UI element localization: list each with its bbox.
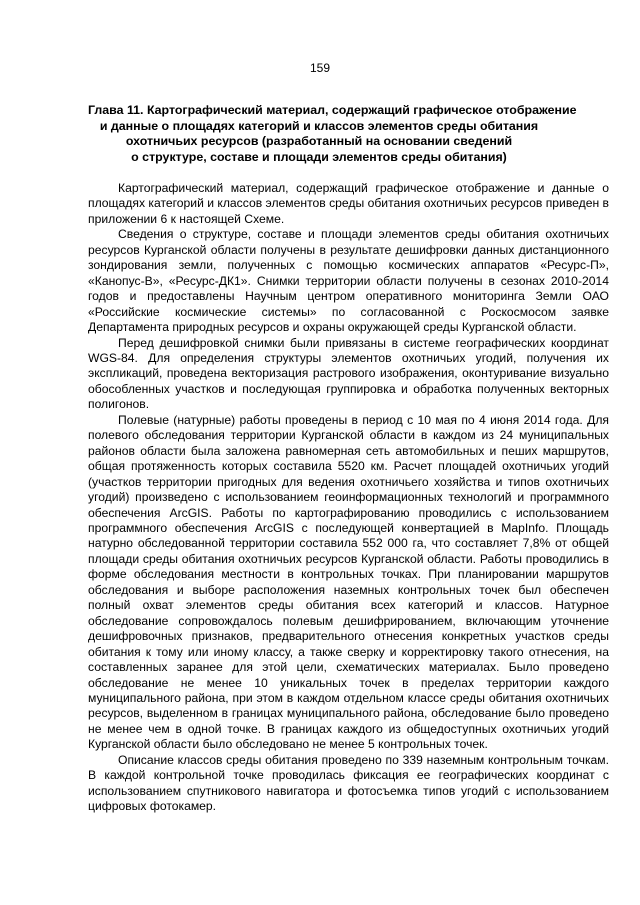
- paragraph: Полевые (натурные) работы проведены в период с 10 мая по 4 июня 2014 года. Для полевого обследования территории Курганской области в каждом из 24 муниципальных районов области была заложена равномерная сеть автомобильных и пеших маршрутов, общая протяженность которых составила 5520 км. Расчет площадей охотничьих угодий (участков территории пригодных для ведения охотничьего хозяйства и типов охотничьих угодий) произведено с использованием геоинформационных технологий и программного обеспечения ArcGIS. Работы по картографированию проводились с использованием программного обеспечения ArcGIS с последующей конвертацией в MapInfo. Площадь натурно обследованной территории составила 552 000 га, что составляет 7,8% от общей площади среды обитания охотничьих ресурсов Курганской области. Работы проводились в форме обследования местности в контрольных точках. При планировании маршрутов обследования и выборе расположения наземных контрольных точек был обеспечен полный охват элементов среды обитания всех категорий и классов. Натурное обследование сопровождалось полевым дешифрированием, включающим уточнение дешифровочных признаков, предварительного отнесения конкретных участков среды обитания к тому или иному классу, а также сверку и корректировку такого отнесения, на составленных заранее для этой цели, схематических материалах. Было проведено обследование не менее 10 уникальных точек в пределах территории каждого муниципального района, при этом в каждом отдельном классе среды обитания охотничьих ресурсов, выделенном в границах муниципального района, обследование было проведено не менее чем в одной точке. В границах каждого из общедоступных охотничьих угодий Курганской области было обследовано не менее 5 контрольных точек.: [88, 412, 609, 752]
- page-number: 159: [309, 61, 331, 75]
- paragraph: Сведения о структуре, составе и площади элементов среды обитания охотничьих ресурсов Курганской области получены в результате дешифровки данных дистанционного зондирования земли, полученных с помощью космических аппаратов «Ресурс-П», «Канопус-В», «Ресурс-ДК1». Снимки территории области получены в сезонах 2010-2014 годов и предоставлены Научным центром оперативного мониторинга Земли ОАО «Российские космические системы» по согласованной с Роскосмосом заявке Департамента природных ресурсов и охраны окружающей среды Курганской области.: [88, 227, 609, 335]
- paragraph: Перед дешифровкой снимки были привязаны в системе географических координат WGS-84. Для определения структуры элементов охотничьих угодий, получения их экспликаций, проведена векторизация растрового изображения, оконтуривание визуально обособленных участков и последующая группировка и обработка полученных векторных полигонов.: [88, 335, 609, 412]
- chapter-heading: [88, 103, 577, 165]
- body-text: [88, 181, 609, 815]
- chapter-heading-line-4: о структуре, составе и площади элементов среды обитания): [131, 149, 507, 164]
- paragraph: Картографический материал, содержащий графическое отображение и данные о площадях категорий и классов элементов среды обитания охотничьих ресурсов приведен в приложении 6 к настоящей Схеме.: [88, 181, 609, 226]
- chapter-heading-line-1: Глава 11. Картографический материал, содержащий графическое отображение: [88, 103, 577, 117]
- chapter-heading-line-3: охотничьих ресурсов (разработанный на основании сведений: [125, 134, 513, 148]
- chapter-heading-line-2: и данные о площадях категорий и классов элементов среды обитания: [99, 118, 539, 133]
- paragraph: Описание классов среды обитания проведено по 339 наземным контрольным точкам. В каждой контрольной точке проводилась фиксация ее географических координат с использованием спутникового навигатора и фотосъемка типов угодий с использованием цифровых фотокамер.: [88, 752, 609, 814]
